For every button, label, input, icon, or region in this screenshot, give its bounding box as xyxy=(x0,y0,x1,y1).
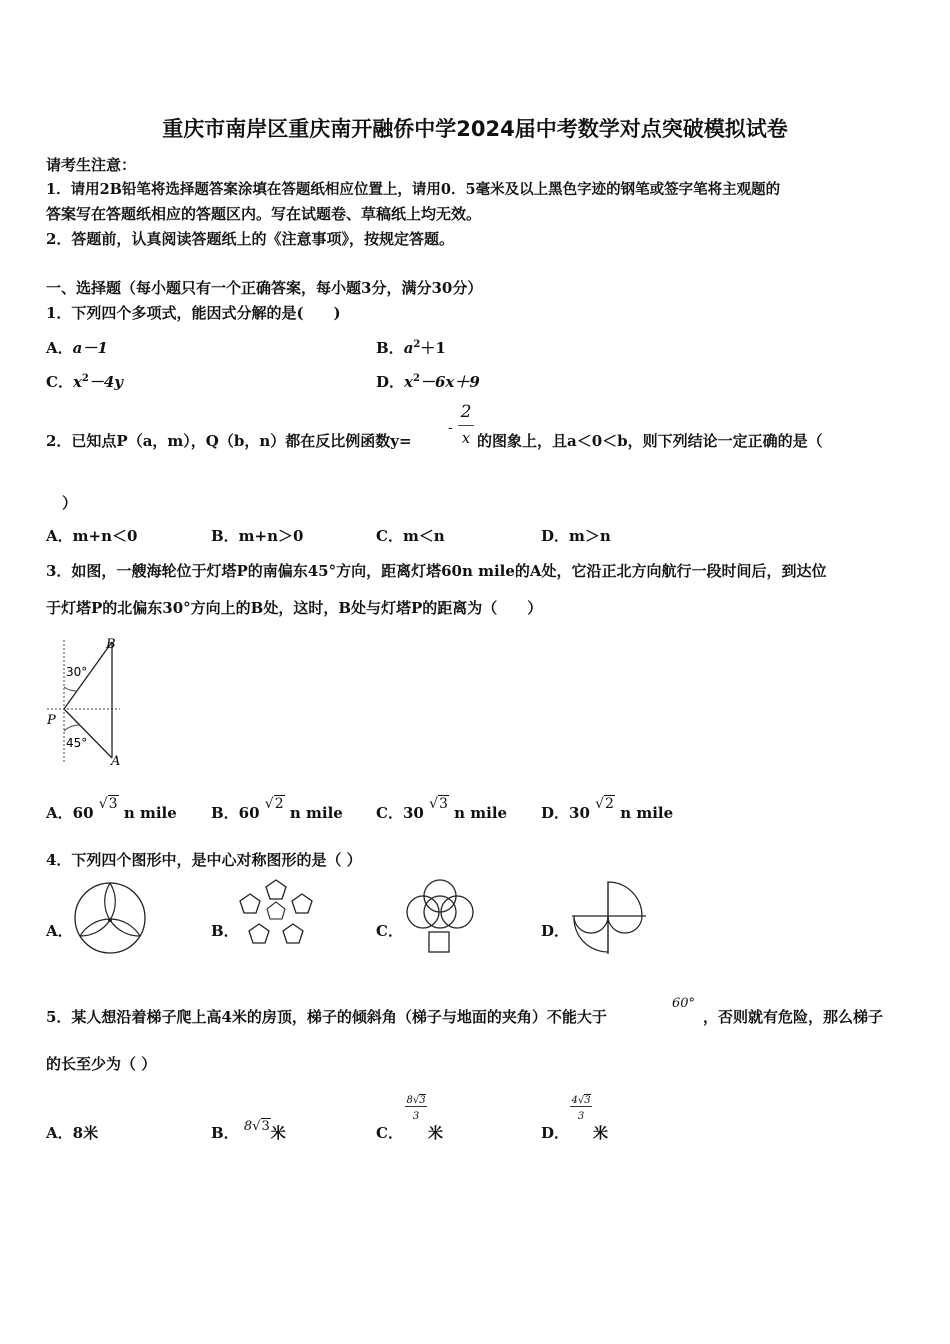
q1-stem: 1．下列四个多项式，能因式分解的是( ) xyxy=(46,304,341,322)
q1-option-b: B．$a^2+1$ xyxy=(376,339,446,357)
q2-fraction-numerator: 2 xyxy=(460,402,472,422)
q3-lighthouse-figure xyxy=(44,632,126,768)
fig-label-b: B xyxy=(106,637,116,652)
fig-label-p: P xyxy=(47,713,56,728)
q3-option-c: C．30 √3 n mile xyxy=(376,796,508,822)
q5-stem-line-1: 5．某人想沿着梯子爬上高4米的房顶，梯子的倾斜角（梯子与地面的夹角）不能大于 xyxy=(46,1008,607,1026)
q5-d-denominator: 3 xyxy=(577,1111,585,1122)
notice-line-2: 答案写在答题纸相应的答题区内。写在试题卷、草稿纸上均无效。 xyxy=(46,205,482,223)
q5-d-numerator: 4√3 xyxy=(571,1095,591,1106)
notice-line-3: 2．答题前，认真阅读答题纸上的《注意事项》，按规定答题。 xyxy=(46,230,454,248)
q5-option-d-label: D． xyxy=(541,1124,570,1142)
q4-figure-d-pinwheel xyxy=(568,880,648,956)
notice-line-1: 1．请用2B铅笔将选择题答案涂填在答题纸相应位置上，请用0．5毫米及以上黑色字迹的钢笔或签字笔将主观题的 xyxy=(46,181,781,198)
q2-option-d: D．m＞n xyxy=(541,527,611,545)
page-title: 重庆市南岸区重庆南开融侨中学2024届中考数学对点突破模拟试卷 xyxy=(162,117,788,141)
sqrt-symbol: √2 xyxy=(264,796,284,812)
q1-option-a: A．a－1 xyxy=(46,339,108,357)
q2-option-b: B．m+n＞0 xyxy=(211,527,304,545)
q2-stem: 2．已知点P（a，m），Q（b，n）都在反比例函数y= xyxy=(46,432,412,450)
q2-stem-cont: 的图象上，且a＜0＜b，则下列结论一定正确的是（ xyxy=(477,432,823,450)
q2-option-c: C．m＜n xyxy=(376,527,445,545)
q4-option-b-label: B． xyxy=(211,922,239,940)
section-heading: 一、选择题（每小题只有一个正确答案，每小题3分，满分30分） xyxy=(46,279,483,297)
q5-c-unit: 米 xyxy=(428,1124,444,1142)
q5-option-b: B． 8√3米 xyxy=(211,1119,286,1142)
q4-stem: 4．下列四个图形中，是中心对称图形的是（ ） xyxy=(46,851,362,869)
q4-option-a-label: A． xyxy=(46,922,73,940)
notice-heading: 请考生注意： xyxy=(46,156,137,174)
q5-option-c-label: C． xyxy=(376,1124,403,1142)
q5-c-numerator: 8√3 xyxy=(406,1095,426,1106)
q1-option-d: D．$x^2-6x+9$ xyxy=(376,373,480,391)
q3-stem-line-1: 3．如图，一艘海轮位于灯塔P的南偏东45°方向，距离灯塔60n mile的A处，它沿正北方向航行一段时间后，到达位 xyxy=(46,562,827,580)
q5-option-a: A．8米 xyxy=(46,1124,99,1142)
q5-stem-line-2: 的长至少为（ ） xyxy=(46,1055,157,1073)
q4-figure-c-circles-square xyxy=(402,876,478,956)
q5-angle: 60° xyxy=(672,996,696,1011)
q4-figure-b-pentagons xyxy=(236,876,316,956)
q2-option-a: A．m+n＜0 xyxy=(46,527,138,545)
q1-option-c: C．$x^2-4y$ xyxy=(46,373,124,391)
q3-stem-line-2: 于灯塔P的北偏东30°方向上的B处，这时，B处与灯塔P的距离为（ ） xyxy=(46,599,543,617)
q2-fraction-bar xyxy=(458,425,474,426)
q4-option-d-label: D． xyxy=(541,922,570,940)
fig-angle-30: 30° xyxy=(66,665,88,679)
q5-stem-line-1-cont: ，否则就有危险，那么梯子 xyxy=(703,1008,884,1026)
q4-figure-a-circle xyxy=(72,880,148,956)
sqrt-symbol: √3 xyxy=(98,796,118,812)
q2-fraction-sign: - xyxy=(448,420,453,436)
q2-fraction-denominator: x xyxy=(461,429,471,447)
q2-stem-close: ） xyxy=(62,494,78,512)
q3-option-a: A．60 √3 n mile xyxy=(46,796,177,822)
b-coef: 8 xyxy=(243,1119,253,1134)
sqrt-symbol: √3 xyxy=(252,1119,270,1134)
q5-c-denominator: 3 xyxy=(412,1111,420,1122)
q3-option-b: B．60 √2 n mile xyxy=(211,796,343,822)
sqrt-symbol: √2 xyxy=(595,796,614,812)
q4-option-c-label: C． xyxy=(376,922,403,940)
fig-angle-45: 45° xyxy=(66,736,88,750)
fig-label-a: A xyxy=(111,754,121,768)
sqrt-symbol: √3 xyxy=(429,796,448,812)
q5-d-unit: 米 xyxy=(593,1124,609,1142)
q3-option-d: D．30 √2 n mile xyxy=(541,796,674,822)
